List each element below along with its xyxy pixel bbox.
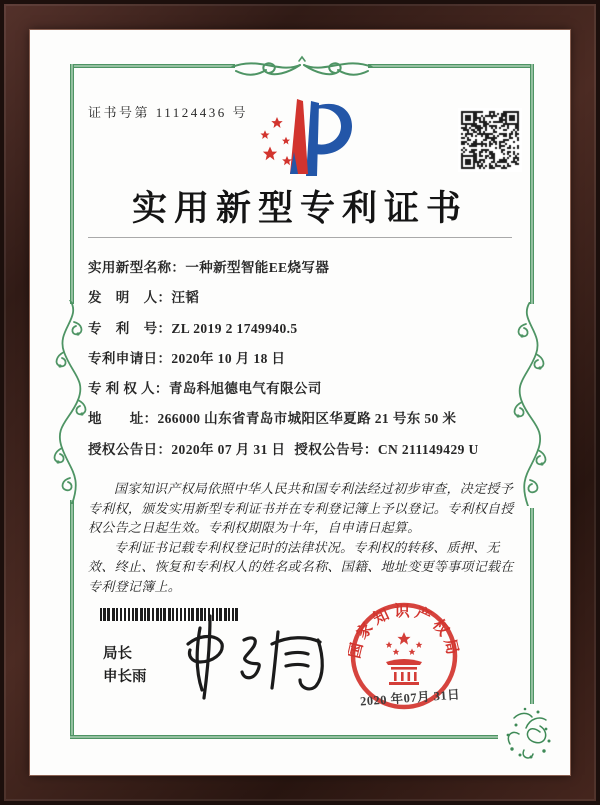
legal-paragraph-1: 国家知识产权局依照中华人民共和国专利法经过初步审查，决定授予专利权，颁发实用新型专利证书并在专利登记簿上予以登记。专利权自授权公告之日起生效。专利权期限为十年，自申请日起算。 (88, 481, 514, 535)
grant-number-value: CN 211149429 U (377, 441, 479, 457)
field-row-name (88, 261, 520, 291)
field-value: 青岛科旭德电气有限公司 (168, 381, 322, 397)
field-label: 专 利 号： (88, 320, 172, 336)
officer-name: 申长雨 (103, 669, 147, 685)
field-row-inventor (88, 291, 520, 321)
field-value: 汪韬 (171, 290, 200, 306)
border-bottom-segment (70, 735, 498, 739)
legal-paragraph-2: 专利证书记载专利权登记时的法律状况。专利权的转移、质押、无效、终止、恢复和专利权人的姓名或名称、国籍、地址变更等事项记载在专利登记簿上。 (88, 539, 514, 594)
title-divider (88, 237, 512, 238)
field-label: 地 址： (88, 411, 158, 427)
border-left-bottom-segment (70, 500, 74, 739)
field-row-patent-number (88, 322, 520, 352)
svg-text:国家知识产权局 (348, 602, 460, 660)
field-row-filing-date (88, 352, 520, 382)
field-value: 2020年 10 月 18 日 (171, 350, 286, 366)
field-label: 专利申请日： (88, 350, 172, 366)
field-row-patentee (88, 382, 520, 412)
vine-ornament-left-icon (48, 300, 92, 509)
cnipa-logo-icon (250, 94, 358, 187)
grant-date-label: 授权公告日： (88, 441, 172, 457)
field-label: 发 明 人： (88, 290, 172, 306)
qr-code-icon (458, 108, 522, 172)
corner-floral-ornament-icon (500, 704, 554, 765)
officer-title: 局长 (103, 646, 132, 662)
grant-date-value: 2020年 07 月 31 日 (171, 441, 286, 457)
field-row-grant (88, 443, 520, 473)
director-signature-icon (172, 610, 337, 710)
certificate-number: 证书号第 11124436 号 (88, 105, 249, 120)
field-label: 实用新型名称： (88, 260, 186, 275)
border-top-right-segment (368, 64, 534, 68)
legal-text (88, 479, 514, 596)
seal-ring-text: 国家知识产权局 (348, 603, 460, 661)
certificate-title: 实用新型专利证书 (131, 189, 468, 228)
certificate-paper (30, 30, 570, 775)
seal-date: 2020 年07月 31日 (359, 687, 461, 709)
grant-number-label: 授权公告号： (294, 441, 378, 457)
top-swirl-ornament-icon (228, 48, 376, 91)
border-top-left-segment (70, 64, 235, 68)
field-value: ZL 2019 2 1749940.5 (171, 320, 298, 336)
border-right-bottom-segment (530, 508, 534, 704)
field-label: 专 利 权 人： (88, 381, 169, 397)
field-value: 一种新型智能EE烧写器 (185, 260, 330, 275)
field-value: 266000 山东省青岛市城阳区华夏路 21 号东 50 米 (157, 411, 457, 427)
field-row-address (88, 412, 520, 442)
officer-block (103, 643, 147, 689)
field-list (88, 261, 520, 473)
